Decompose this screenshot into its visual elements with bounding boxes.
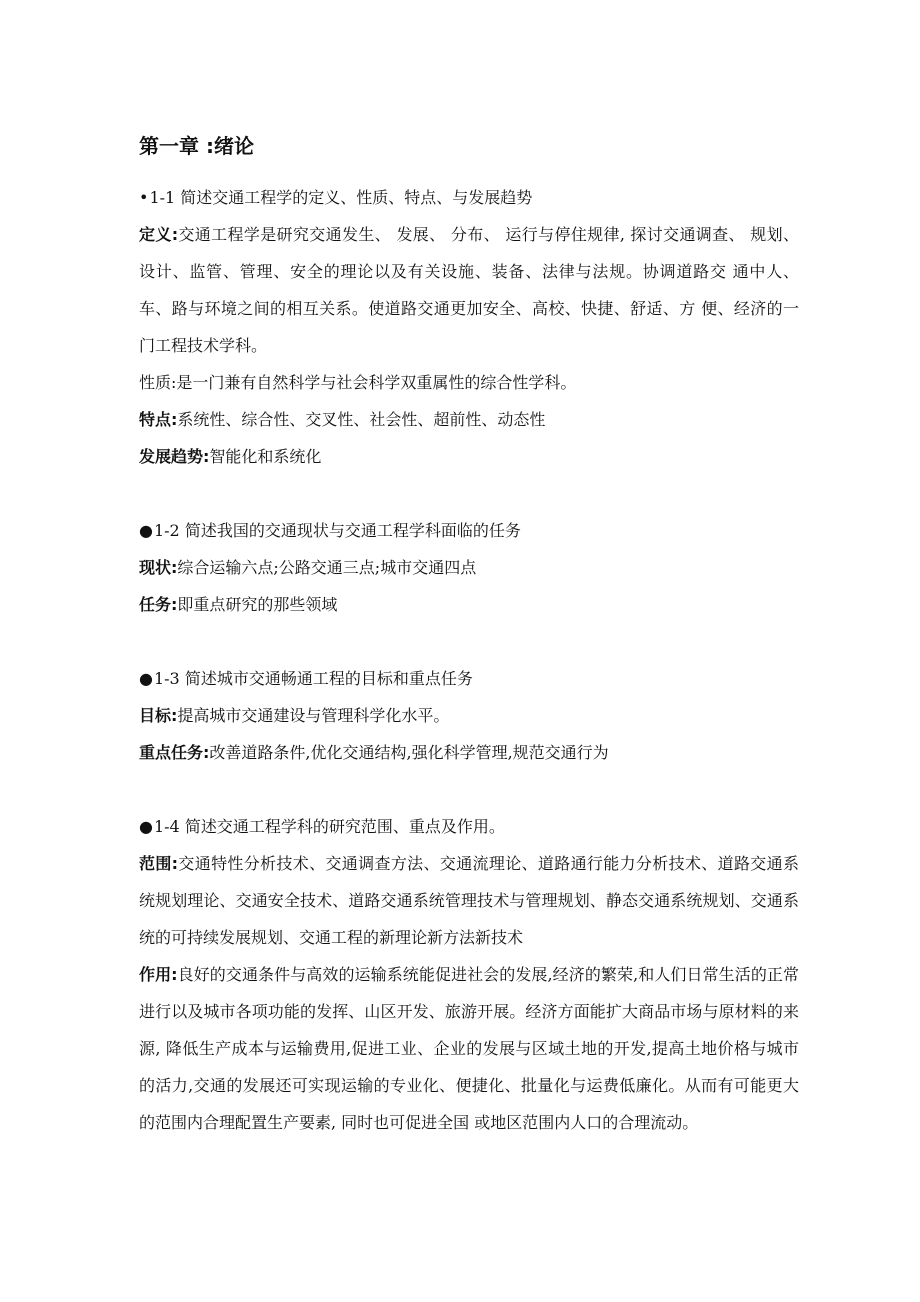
item-label: 发展趋势:	[139, 447, 210, 466]
item-label: 现状:	[139, 558, 178, 577]
section-1-1	[139, 179, 799, 475]
item-text: 是一门兼有自然科学与社会科学双重属性的综合性学科。	[176, 373, 577, 392]
task-paragraph	[139, 586, 799, 623]
item-label: 性质:	[139, 373, 177, 392]
item-text: 良好的交通条件与高效的运输系统能促进社会的发展,经济的繁荣,和人们日常生活的正常进行以及城市各项功能的发挥、山区开发、旅游开展。经济方面能扩大商品市场与原材料的来源, 降低生产成本与运输费用,促进工业、企业的发展与区域土地的开发,提高土地价格与城市的活力,交通的发展还可实现运输的专业化、便捷化、批量化与运费低廉化。从而有可能更大的范围内合理配置生产要素, 同时也可促进全国 或地区范围内人口的合理流动。	[139, 965, 799, 1132]
question-text: 1-4 简述交通工程学科的研究范围、重点及作用。	[153, 817, 505, 836]
question-text: 1-3 简述城市交通畅通工程的目标和重点任务	[153, 669, 473, 688]
question-heading	[139, 512, 799, 549]
spacer	[139, 623, 799, 660]
trend-paragraph	[139, 438, 799, 475]
document-page	[139, 128, 799, 1141]
item-label: 任务:	[139, 595, 178, 614]
bullet-icon: ●	[139, 817, 153, 836]
key-tasks-paragraph	[139, 734, 799, 771]
question-text: 1-2 简述我国的交通现状与交通工程学科面临的任务	[153, 521, 521, 540]
definition-paragraph	[139, 216, 799, 364]
scope-paragraph	[139, 845, 799, 956]
item-text: 系统性、综合性、交叉性、社会性、超前性、动态性	[177, 410, 546, 429]
bullet-icon: ●	[139, 669, 153, 688]
question-heading	[139, 808, 799, 845]
item-label: 重点任务:	[139, 743, 210, 762]
item-text: 提高城市交通建设与管理科学化水平。	[177, 706, 450, 725]
spacer	[139, 475, 799, 512]
goal-paragraph	[139, 697, 799, 734]
section-1-3	[139, 660, 799, 771]
question-text: 1-1 简述交通工程学的定义、性质、特点、与发展趋势	[149, 188, 533, 207]
bullet-icon: ●	[139, 521, 153, 540]
item-text: 即重点研究的那些领域	[177, 595, 338, 614]
item-text: 智能化和系统化	[209, 447, 322, 466]
item-label: 定义:	[139, 225, 179, 244]
section-1-4	[139, 808, 799, 1141]
question-heading	[139, 179, 799, 216]
item-text: 综合运输六点;公路交通三点;城市交通四点	[177, 558, 477, 577]
role-paragraph	[139, 956, 799, 1141]
item-label: 作用:	[139, 965, 178, 984]
item-text: 交通特性分析技术、交通调查方法、交通流理论、道路通行能力分析技术、道路交通系统规划理论、交通安全技术、道路交通系统管理技术与管理规划、静态交通系统规划、交通系统的可持续发展规划、交通工程的新理论新方法新技术	[139, 854, 799, 947]
status-paragraph	[139, 549, 799, 586]
item-text: 改善道路条件,优化交通结构,强化科学管理,规范交通行为	[209, 743, 609, 762]
item-label: 范围:	[139, 854, 179, 873]
chapter-title: 第一章 :绪论	[139, 134, 254, 158]
item-label: 特点:	[139, 410, 178, 429]
item-text: 交通工程学是研究交通发生、 发展、 分布、 运行与停住规律, 探讨交通调查、 规划、设计、监管、管理、安全的理论以及有关设施、装备、法律与法规。协调道路交 通中人、车、路与环境之间的相互关系。使道路交通更加安全、高校、快捷、舒适、方 便、经济的一门工程技术学科。	[139, 225, 799, 355]
section-1-2	[139, 512, 799, 623]
item-label: 目标:	[139, 706, 178, 725]
bullet-icon: •	[139, 188, 149, 207]
nature-paragraph	[139, 364, 799, 401]
question-heading	[139, 660, 799, 697]
spacer	[139, 771, 799, 808]
features-paragraph	[139, 401, 799, 438]
